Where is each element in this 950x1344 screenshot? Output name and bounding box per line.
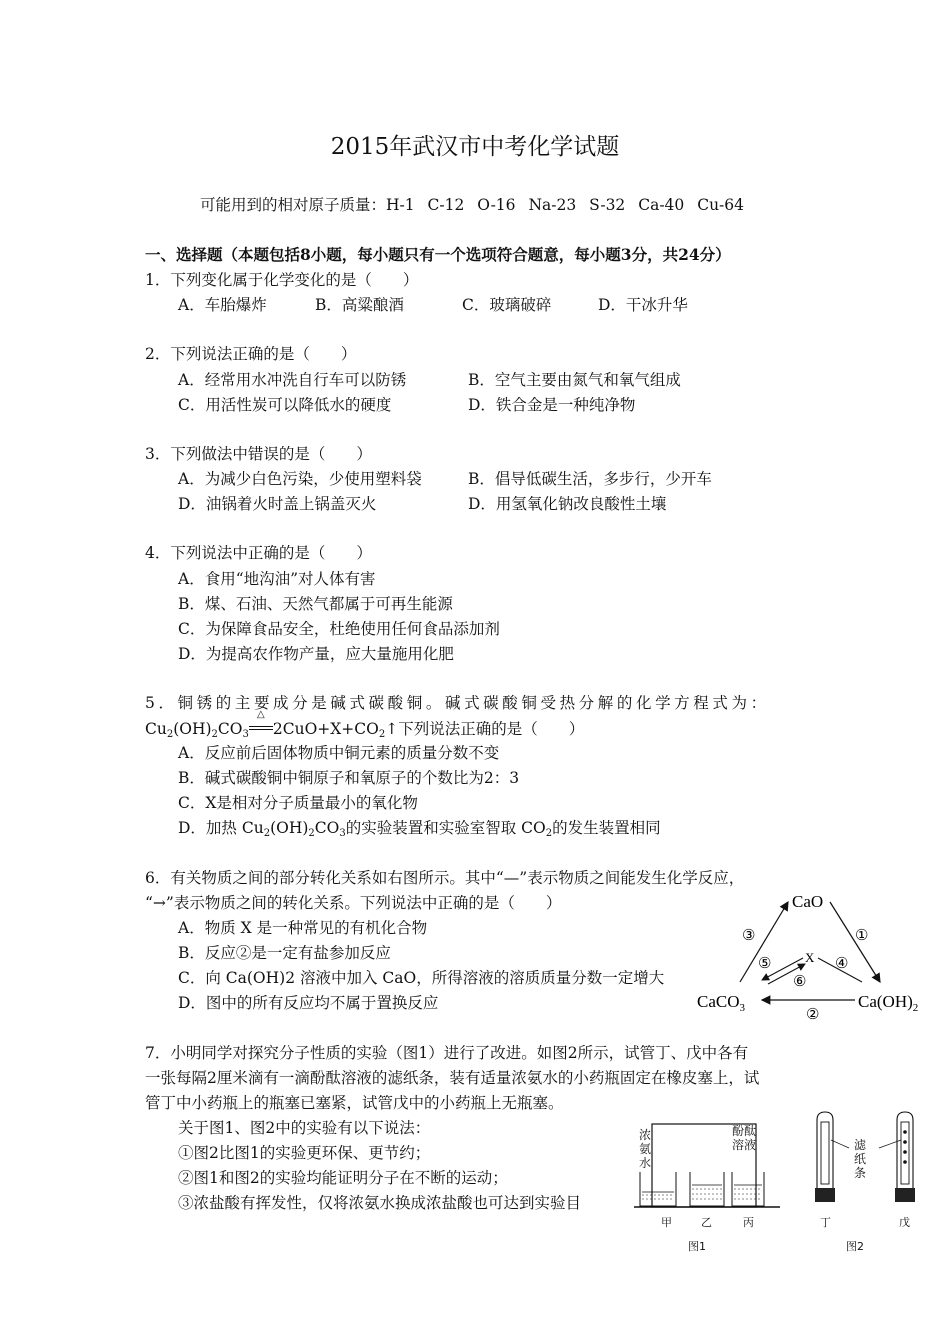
statement-2: ②图1和图2的实验均能证明分子在不断的运动； [178, 1169, 508, 1187]
optd-c: CO [314, 819, 340, 837]
question-stem-line2: “→”表示物质之间的转化关系。下列说法中正确的是（ ） [145, 894, 562, 912]
node-x: X [805, 950, 815, 965]
eq-sub: 3 [242, 729, 249, 740]
option-a: A．物质 X 是一种常见的有机化合物 [178, 919, 428, 937]
optd-d: 的实验装置和实验室智取 CO [345, 819, 546, 837]
eq-sub: 2 [166, 729, 174, 740]
label-2: ② [806, 1007, 820, 1023]
heat-condition: △ [257, 709, 265, 720]
label-1: ① [855, 928, 869, 944]
label-bing: 丙 [743, 1216, 754, 1229]
statement-1: ①图2比图1的实验更环保、更节约； [178, 1144, 431, 1162]
option-a: A．反应前后固体物质中铜元素的质量分数不变 [178, 744, 500, 762]
option-d: D．用氢氧化钠改良酸性土壤 [468, 495, 667, 513]
question-stem: 5．铜锈的主要成分是碱式碳酸铜。碱式碳酸铜受热分解的化学方程式为： [145, 694, 770, 712]
option-b: B．碱式碳酸铜中铜原子和氧原子的个数比为2：3 [178, 769, 520, 787]
statement-3: ③浓盐酸有挥发性，仅将浓氨水换成浓盐酸也可达到实验目 [178, 1194, 582, 1212]
option-d: D．图中的所有反应均不属于置换反应 [178, 994, 439, 1012]
figure-2-caption: 图2 [846, 1240, 864, 1253]
option-b: B．反应②是一定有盐参加反应 [178, 944, 391, 962]
option-c: C．X是相对分子质量最小的氧化物 [178, 794, 418, 812]
option-c: C．向 Ca(OH)2 溶液中加入 CaO，所得溶液的溶质质量分数一定增大 [178, 969, 665, 987]
eq-co: CO [217, 720, 243, 738]
eq-sub: 2 [308, 828, 315, 839]
option-d: D．铁合金是一种纯净物 [468, 396, 636, 414]
section-heading: 一、选择题（本题包括8小题，每小题只有一个选项符合题意，每小题3分，共24分） [145, 245, 731, 264]
atomic-masses: 可能用到的相对原子质量：H-1 C-12 O-16 Na-23 S-32 Ca-40 Cu-64 [200, 196, 745, 214]
node-caoh2: $Ca(OH)_2$ [858, 992, 919, 1014]
chemical-equation [145, 709, 585, 740]
question-stem: 3．下列做法中错误的是（ ） [145, 445, 372, 463]
label-ding: 丁 [820, 1216, 831, 1229]
option-b: B．空气主要由氮气和氧气组成 [468, 371, 681, 389]
optd-b: (OH) [270, 819, 309, 837]
optd-a: D．加热 Cu [178, 819, 264, 837]
question-stem: 1．下列变化属于化学变化的是（ ） [145, 271, 419, 289]
label-5: ⑤ [758, 956, 772, 972]
option-b: B．倡导低碳生活，多步行，少开车 [468, 470, 712, 488]
question-stem-line1: 6．有关物质之间的部分转化关系如右图所示。其中“—”表示物质之间能发生化学反应， [145, 869, 745, 887]
label-phenolphthalein: 酚酞溶液 [731, 1124, 756, 1152]
q7-line1: 7．小明同学对探究分子性质的实验（图1）进行了改进。如图2所示，试管丁、戊中各有 [145, 1044, 749, 1062]
eq-tail: ↑下列说法正确的是（ ） [385, 720, 585, 738]
label-jia: 甲 [661, 1216, 672, 1229]
node-cao: CaO [792, 892, 824, 911]
option-c: D．油锅着火时盖上锅盖灭火 [178, 495, 377, 513]
option-a: A．车胎爆炸 [178, 296, 267, 314]
question-stem: 2．下列说法正确的是（ ） [145, 345, 357, 363]
option-c: C．为保障食品安全，杜绝使用任何食品添加剂 [178, 620, 500, 638]
eq-sub: 2 [378, 729, 386, 740]
option-a: A．食用“地沟油”对人体有害 [178, 570, 376, 588]
label-yi: 乙 [701, 1216, 712, 1229]
equals-heat-sign [249, 709, 273, 738]
option-d [178, 816, 661, 839]
eq-products: 2CuO+X+CO [272, 720, 379, 738]
eq-cu: Cu [145, 720, 167, 738]
q7-line3: 管丁中小药瓶上的瓶塞已塞紧，试管戊中的小药瓶上无瓶塞。 [145, 1094, 564, 1112]
page-title: 2015年武汉市中考化学试题 [330, 134, 620, 160]
label-6: ⑥ [793, 974, 807, 990]
label-filter-paper: 滤纸条 [853, 1138, 866, 1180]
eq-sub: 2 [263, 828, 271, 839]
q7-line4: 关于图1、图2中的实验有以下说法： [178, 1119, 431, 1137]
eq-sub: 3 [339, 828, 346, 839]
option-b: B．煤、石油、天然气都属于可再生能源 [178, 595, 453, 613]
eq-sub: 2 [545, 828, 553, 839]
label-wu: 戊 [899, 1216, 910, 1229]
node-caco3: CaCO$_3$ [697, 992, 745, 1014]
label-4: ④ [835, 956, 849, 972]
eq-sub: 2 [211, 729, 218, 740]
figure-1-drawing [632, 1122, 782, 1212]
eq-oh: (OH) [173, 720, 212, 738]
conversion-diagram [690, 880, 935, 1025]
q7-line2: 一张每隔2厘米滴有一滴酚酞溶液的滤纸条，装有适量浓氨水的小药瓶固定在橡皮塞上，试 [145, 1069, 760, 1087]
option-a: A．经常用水冲洗自行车可以防锈 [178, 371, 407, 389]
label-3: ③ [742, 928, 756, 944]
optd-e: 的发生装置相同 [552, 819, 661, 837]
option-d: D．为提高农作物产量，应大量施用化肥 [178, 645, 454, 663]
option-c: C．玻璃破碎 [462, 296, 552, 314]
label-ammonia: 浓氨水 [638, 1128, 651, 1170]
question-stem: 4．下列说法中正确的是（ ） [145, 544, 372, 562]
option-b: B．高粱酿酒 [315, 296, 404, 314]
figure-1-caption: 图1 [688, 1240, 706, 1253]
option-a: A．为减少白色污染，少使用塑料袋 [178, 470, 422, 488]
option-d: D．干冰升华 [598, 296, 688, 314]
option-c: C．用活性炭可以降低水的硬度 [178, 396, 392, 414]
